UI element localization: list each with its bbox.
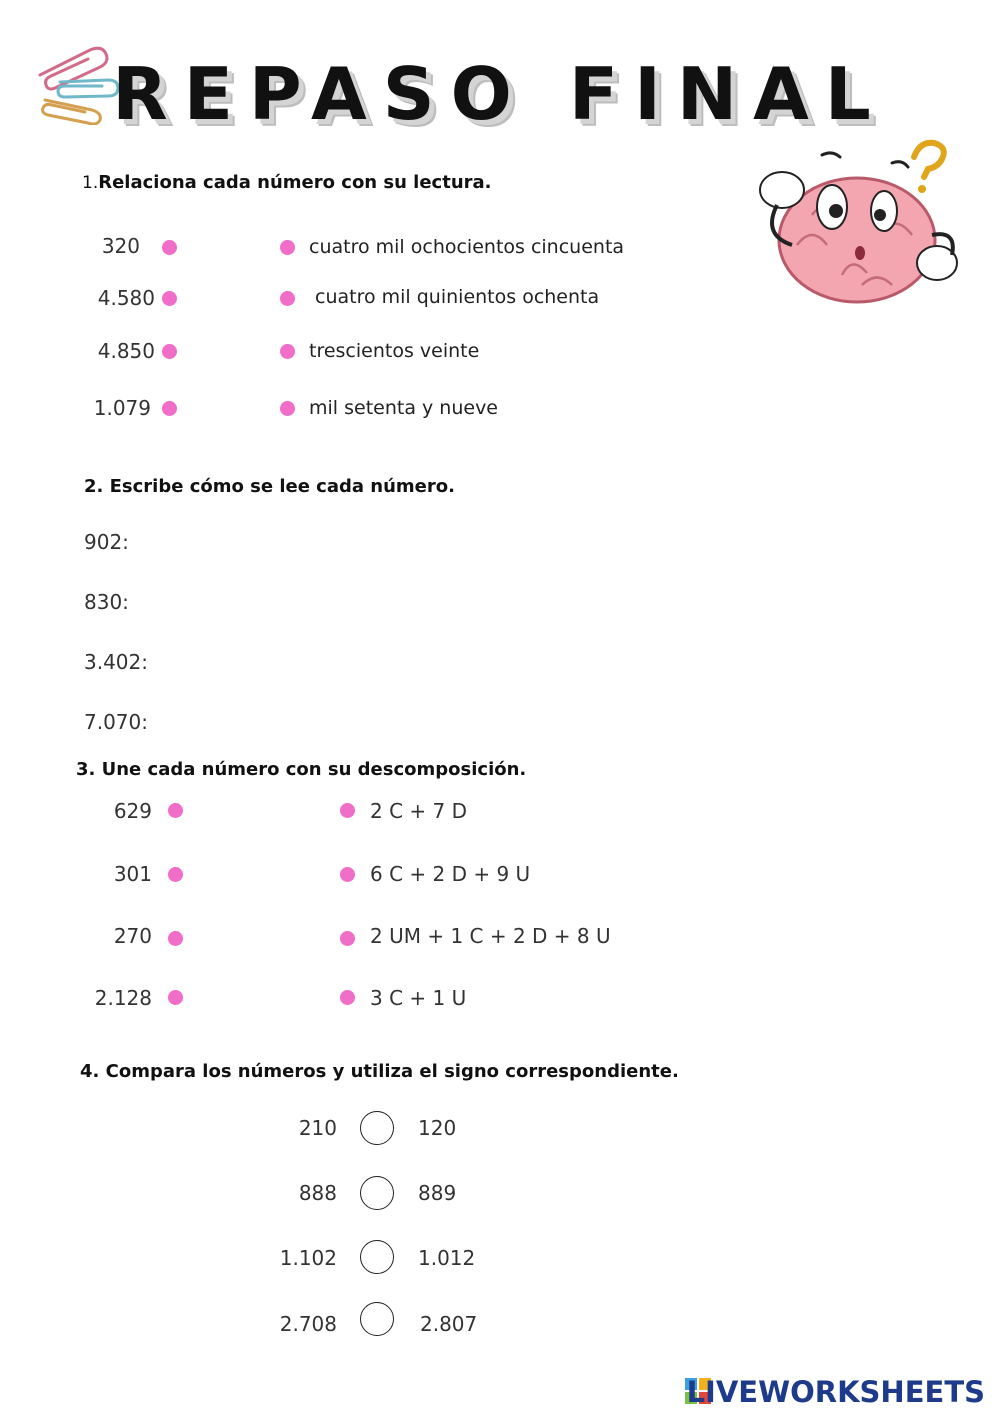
section2-heading: 2. Escribe cómo se lee cada número. [84, 476, 455, 497]
s1-right-item: trescientos veinte [309, 340, 480, 362]
s3-left-item: 2.128 [94, 986, 152, 1010]
s3-left-dot[interactable] [168, 867, 183, 882]
s4-left-number: 888 [298, 1181, 337, 1205]
s1-right-item: mil setenta y nueve [309, 397, 498, 419]
s3-left-item: 629 [113, 799, 152, 823]
s2-item: 830: [84, 590, 129, 614]
s1-right-item: cuatro mil quinientos ochenta [315, 286, 600, 308]
s4-left-number: 210 [298, 1116, 337, 1140]
s1-left-dot[interactable] [162, 291, 177, 306]
s1-right-dot[interactable] [280, 291, 295, 306]
s4-left-number: 1.102 [279, 1246, 337, 1270]
s1-left-dot[interactable] [162, 344, 177, 359]
compare-sign-circle[interactable] [360, 1111, 394, 1145]
s1-right-dot[interactable] [280, 240, 295, 255]
s1-right-dot[interactable] [280, 344, 295, 359]
s3-right-dot[interactable] [340, 990, 355, 1005]
s1-left-dot[interactable] [162, 240, 177, 255]
s1-left-item: 4.850 [97, 339, 155, 363]
s4-right-number: 120 [418, 1116, 457, 1140]
section3-heading: 3. Une cada número con su descomposición. [76, 759, 527, 780]
thinking-brain-icon [752, 135, 967, 310]
s3-right-item: 2 UM + 1 C + 2 D + 8 U [370, 924, 611, 948]
s3-left-dot[interactable] [168, 931, 183, 946]
s3-left-dot[interactable] [168, 990, 183, 1005]
s3-left-dot[interactable] [168, 803, 183, 818]
s1-left-item: 1.079 [93, 396, 151, 420]
compare-sign-circle[interactable] [360, 1240, 394, 1274]
s3-right-dot[interactable] [340, 803, 355, 818]
s2-item: 902: [84, 530, 129, 554]
s1-right-dot[interactable] [280, 401, 295, 416]
s2-item: 3.402: [84, 650, 148, 674]
s4-right-number: 889 [418, 1181, 457, 1205]
s1-right-item: cuatro mil ochocientos cincuenta [309, 236, 625, 258]
s1-left-dot[interactable] [162, 401, 177, 416]
section4-heading: 4. Compara los números y utiliza el signo correspondiente. [80, 1061, 679, 1082]
s2-item: 7.070: [84, 710, 148, 734]
section1-heading: 1.Relaciona cada número con su lectura. [82, 172, 492, 193]
s3-left-item: 301 [113, 862, 152, 886]
s3-right-item: 6 C + 2 D + 9 U [370, 862, 531, 886]
s1-left-item: 320 [101, 234, 140, 258]
compare-sign-circle[interactable] [360, 1176, 394, 1210]
s3-right-dot[interactable] [340, 867, 355, 882]
s3-right-dot[interactable] [340, 931, 355, 946]
s4-left-number: 2.708 [279, 1312, 337, 1336]
compare-sign-circle[interactable] [360, 1302, 394, 1336]
page-title: REPASO FINAL [112, 52, 887, 136]
s3-right-item: 3 C + 1 U [370, 986, 467, 1010]
s4-right-number: 1.012 [418, 1246, 476, 1270]
s3-left-item: 270 [113, 924, 152, 948]
s3-right-item: 2 C + 7 D [370, 799, 468, 823]
s4-right-number: 2.807 [420, 1312, 478, 1336]
s1-left-item: 4.580 [97, 286, 155, 310]
liveworksheets-brand[interactable]: LIVEWORKSHEETS [686, 1375, 985, 1409]
